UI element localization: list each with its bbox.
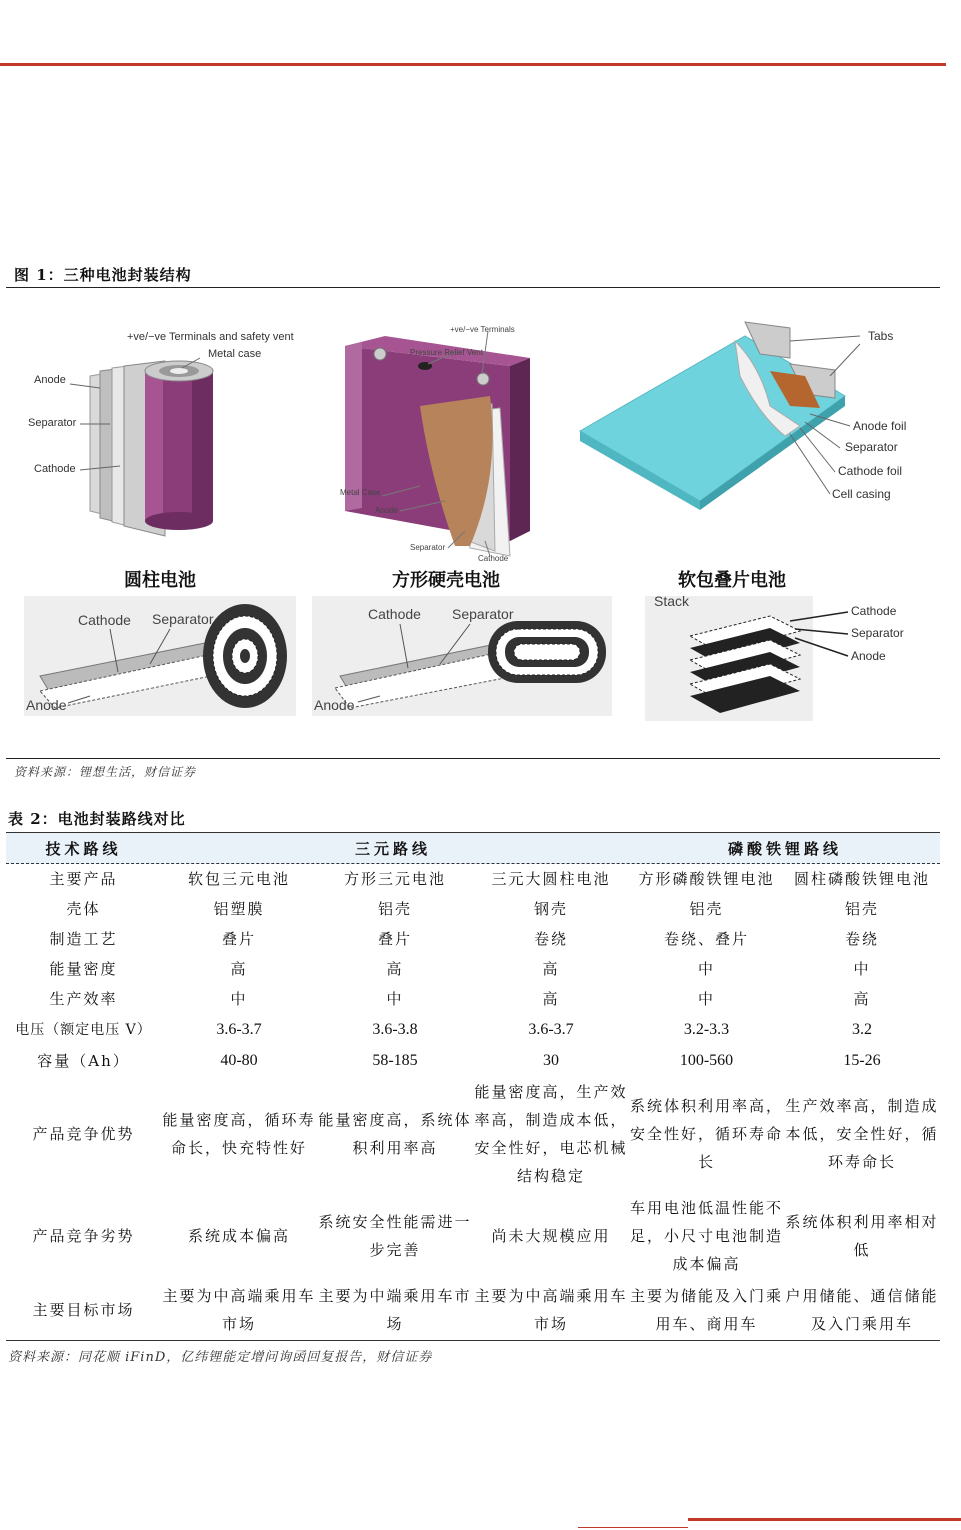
table-row: [6, 1014, 940, 1046]
table-cell: 主要为中高端乘用车市场: [162, 1287, 316, 1333]
cyl-label-separator: Separator: [28, 417, 77, 429]
pouch-label-cathode-foil: Cathode foil: [838, 464, 903, 478]
pouch-label-anode-foil: Anode foil: [853, 419, 907, 433]
figure-bottom-rule: [6, 758, 940, 759]
pri-name: 方形硬壳电池: [392, 570, 500, 591]
table-cell: 三元大圆柱电池: [491, 870, 611, 888]
table-header-tech-route: 技术路线: [45, 840, 122, 858]
table-row: [6, 864, 940, 894]
pouch-stack-separator: Separator: [851, 626, 904, 640]
table-cell: 卷绕: [844, 930, 879, 948]
table-cell: 中: [853, 960, 871, 978]
footer-rule-thin: [578, 1527, 688, 1528]
cyl-roll-anode: Anode: [26, 697, 67, 713]
table-row: [6, 924, 940, 954]
table-cell: 中: [230, 990, 248, 1008]
table-cell: 铝壳: [844, 900, 879, 918]
table-cell: 3.6-3.8: [372, 1021, 418, 1038]
table-header-ternary: 三元路线: [354, 840, 431, 858]
pouch-stack-anode: Anode: [851, 649, 886, 663]
table-cell: 高: [853, 990, 871, 1008]
table-row: [6, 1046, 940, 1076]
table-row: [6, 1076, 940, 1192]
table-cell: 100-560: [679, 1052, 734, 1069]
table-cell: 铝塑膜: [213, 900, 265, 918]
figure-title: 图 1：三种电池封装结构: [14, 266, 192, 284]
table-cell: 能量密度高，生产效率高，制造成本低，安全性好，电芯机械结构稳定: [474, 1083, 628, 1185]
table-cell: 方形三元电池: [343, 870, 446, 888]
figure-title-rule: [6, 287, 940, 288]
pouch-stack-label: Stack: [654, 593, 690, 609]
table-cell: 卷绕、叠片: [663, 930, 749, 948]
table-cell: 高: [230, 960, 248, 978]
table-cell: 能量密度高，系统体积利用率高: [318, 1111, 472, 1157]
figure-battery-packaging: [0, 296, 961, 751]
table-cell: 叠片: [377, 930, 412, 948]
pouch-label-tabs: Tabs: [868, 329, 894, 343]
table-cell: 卷绕: [533, 930, 568, 948]
row-label: 产品竞争优势: [32, 1125, 135, 1143]
table-row: [6, 894, 940, 924]
table-cell: 高: [542, 990, 560, 1008]
pri-label-metal-case: Metal Case: [340, 488, 381, 497]
pri-label-anode: Anode: [375, 506, 399, 515]
table-bottom-rule: [6, 1340, 940, 1341]
cyl-roll-cathode: Cathode: [78, 612, 131, 628]
table-cell: 3.2-3.3: [683, 1021, 730, 1038]
top-rule: [0, 63, 946, 66]
table-cell: 30: [543, 1052, 559, 1069]
table-row: [6, 1192, 940, 1280]
cylindrical-cell-illustration: [24, 358, 296, 716]
row-label: 能量密度: [49, 960, 118, 978]
cyl-label-metal-case: Metal case: [208, 348, 262, 360]
table-cell: 3.6-3.7: [528, 1021, 574, 1038]
table-cell: 中: [386, 990, 404, 1008]
table-cell: 能量密度高，循环寿命长，快充特性好: [162, 1111, 316, 1157]
row-label: 产品竞争劣势: [32, 1227, 135, 1245]
cyl-label-cathode: Cathode: [34, 463, 76, 475]
pri-roll-anode: Anode: [314, 697, 355, 713]
table-cell: 户用储能、通信储能及入门乘用车: [785, 1287, 939, 1333]
table-source: 资料来源：同花顺 iFinD，亿纬锂能定增问询函回复报告，财信证券: [8, 1350, 433, 1365]
table-cell: 钢壳: [533, 900, 568, 918]
table-cell: 铝壳: [689, 900, 724, 918]
cyl-name: 圆柱电池: [124, 570, 196, 591]
pri-label-separator: Separator: [410, 543, 446, 552]
table-cell: 叠片: [221, 930, 256, 948]
table-cell: 系统体积利用率高，安全性好，循环寿命长: [630, 1097, 784, 1171]
table-cell: 车用电池低温性能不足，小尺寸电池制造成本偏高: [630, 1199, 784, 1273]
table-cell: 软包三元电池: [187, 870, 290, 888]
table-cell: 58-185: [372, 1052, 418, 1069]
table-cell: 主要为中端乘用车市场: [318, 1287, 472, 1333]
figure-source: 资料来源：锂想生活，财信证券: [14, 765, 197, 779]
footer-rule: [688, 1518, 961, 1521]
pri-label-cathode: Cathode: [478, 554, 509, 563]
table-cell: 中: [697, 990, 715, 1008]
pouch-cell-illustration: [580, 322, 860, 721]
pri-roll-separator: Separator: [452, 606, 514, 622]
row-label: 电压（额定电压 V）: [15, 1022, 152, 1038]
row-label: 制造工艺: [49, 930, 118, 948]
table-cell: 高: [386, 960, 404, 978]
battery-illustrations: [0, 296, 961, 751]
pri-label-relief-vent: Pressure Relief Vent: [410, 348, 483, 357]
table-cell: 主要为储能及入门乘用车、商用车: [630, 1287, 784, 1333]
table-cell: 主要为中高端乘用车市场: [474, 1287, 628, 1333]
pri-roll-cathode: Cathode: [368, 606, 421, 622]
row-label: 容量（Ah）: [37, 1052, 130, 1070]
table-cell: 生产效率高，制造成本低，安全性好，循环寿命长: [785, 1097, 939, 1171]
cyl-label-anode: Anode: [34, 374, 66, 386]
pri-label-terminals: +ve/−ve Terminals: [450, 325, 515, 334]
pouch-name: 软包叠片电池: [678, 570, 786, 591]
pouch-label-cell-casing: Cell casing: [832, 487, 891, 501]
pouch-stack-cathode: Cathode: [851, 604, 897, 618]
table-cell: 3.2: [852, 1021, 872, 1038]
table-cell: 圆柱磷酸铁锂电池: [793, 870, 930, 888]
cyl-label-terminals: +ve/−ve Terminals and safety vent: [127, 331, 294, 343]
pouch-label-separator: Separator: [845, 440, 898, 454]
table-cell: 尚未大规模应用: [491, 1227, 611, 1245]
table-header-lfp: 磷酸铁锂路线: [727, 840, 842, 858]
table-cell: 中: [697, 960, 715, 978]
table-cell: 3.6-3.7: [216, 1021, 262, 1038]
row-label: 主要产品: [49, 870, 118, 888]
row-label: 生产效率: [49, 990, 118, 1008]
table-cell: 铝壳: [377, 900, 412, 918]
table-row: [6, 984, 940, 1014]
cyl-roll-separator: Separator: [152, 611, 214, 627]
table-cell: 方形磷酸铁锂电池: [638, 870, 775, 888]
table-cell: 40-80: [220, 1052, 258, 1069]
table-row: [6, 1280, 940, 1340]
row-label: 壳体: [66, 900, 101, 918]
comparison-table: [6, 864, 940, 1340]
row-label: 主要目标市场: [32, 1301, 135, 1319]
table-row: [6, 954, 940, 984]
table-cell: 15-26: [843, 1052, 881, 1069]
table-title: 表 2：电池封装路线对比: [8, 810, 186, 828]
prismatic-cell-illustration: [312, 331, 612, 716]
table-cell: 系统成本偏高: [187, 1227, 290, 1245]
table-cell: 高: [542, 960, 560, 978]
table-cell: 系统体积利用率相对低: [785, 1213, 939, 1259]
table-cell: 系统安全性能需进一步完善: [318, 1213, 472, 1259]
